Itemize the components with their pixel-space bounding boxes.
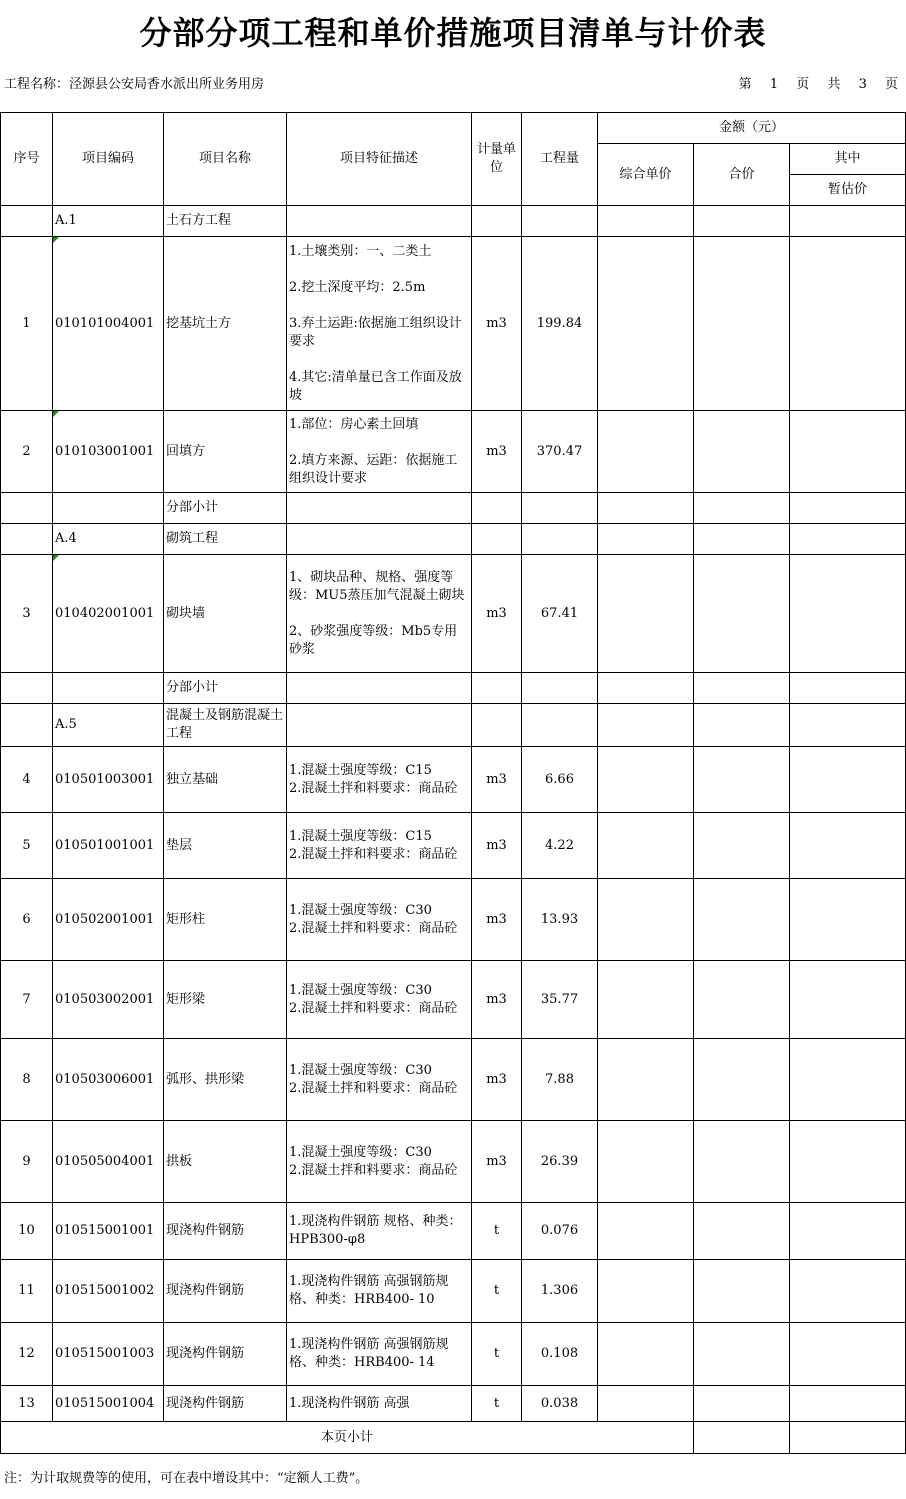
empty-cell — [472, 704, 522, 747]
row-unit: m3 — [472, 747, 522, 813]
section-row — [1, 524, 906, 555]
row-name: 现浇构件钢筋 — [164, 1323, 287, 1386]
row-seq: 4 — [1, 747, 53, 813]
empty-cell — [694, 206, 790, 237]
desc-line: 1.部位：房心素土回填 — [289, 416, 419, 432]
row-seq: 6 — [1, 879, 53, 961]
empty-cell — [598, 879, 694, 961]
empty-cell — [790, 1039, 906, 1121]
row-unit: m3 — [472, 1121, 522, 1203]
row-name: 矩形梁 — [164, 961, 287, 1039]
row-qty: 35.77 — [522, 961, 598, 1039]
empty-cell — [694, 411, 790, 493]
row-qty: 1.306 — [522, 1260, 598, 1323]
row-qty: 67.41 — [522, 555, 598, 673]
empty-cell — [1, 673, 53, 704]
row-unit: m3 — [472, 555, 522, 673]
row-code-text: 010505004001 — [55, 1153, 155, 1169]
empty-cell — [598, 961, 694, 1039]
empty-cell — [790, 237, 906, 411]
desc-line: 1.混凝土强度等级：C30 — [289, 1144, 432, 1160]
empty-cell — [694, 237, 790, 411]
header-total: 合价 — [694, 144, 790, 206]
table-row — [1, 1323, 906, 1386]
row-qty: 6.66 — [522, 747, 598, 813]
desc-line: 2.挖土深度平均：2.5m — [289, 279, 426, 295]
row-desc — [287, 1386, 472, 1422]
row-code — [53, 879, 164, 961]
empty-cell — [790, 524, 906, 555]
section-row — [1, 704, 906, 747]
table-row — [1, 1121, 906, 1203]
empty-cell — [598, 206, 694, 237]
empty-cell — [598, 813, 694, 879]
row-seq: 2 — [1, 411, 53, 493]
section-name: 混凝土及钢筋混凝土工程 — [164, 704, 287, 747]
pager-page: 1 — [769, 77, 779, 92]
section-code: A.5 — [53, 704, 164, 747]
empty-cell — [598, 704, 694, 747]
page-title: 分部分项工程和单价措施项目清单与计价表 — [139, 14, 767, 52]
row-desc — [287, 747, 472, 813]
row-code — [53, 747, 164, 813]
empty-cell — [790, 206, 906, 237]
row-seq: 8 — [1, 1039, 53, 1121]
empty-cell — [287, 206, 472, 237]
row-code-text: 010103001001 — [55, 443, 155, 459]
row-code — [53, 1121, 164, 1203]
empty-cell — [598, 1039, 694, 1121]
empty-cell — [694, 704, 790, 747]
row-seq: 11 — [1, 1260, 53, 1323]
desc-gap — [289, 434, 469, 452]
row-qty: 7.88 — [522, 1039, 598, 1121]
empty-cell — [598, 555, 694, 673]
row-desc — [287, 1121, 472, 1203]
pager-di: 第 — [738, 77, 752, 92]
row-seq: 12 — [1, 1323, 53, 1386]
row-code-text: 010515001002 — [55, 1283, 155, 1298]
row-unit: t — [472, 1260, 522, 1323]
page-indicator — [725, 73, 898, 92]
empty-cell — [694, 1039, 790, 1121]
row-desc — [287, 1323, 472, 1386]
empty-cell — [598, 673, 694, 704]
row-seq: 10 — [1, 1203, 53, 1260]
row-name: 弧形、拱形梁 — [164, 1039, 287, 1121]
section-code: A.4 — [53, 524, 164, 555]
empty-cell — [694, 1203, 790, 1260]
row-code — [53, 813, 164, 879]
empty-cell — [790, 879, 906, 961]
empty-cell — [694, 747, 790, 813]
empty-cell — [287, 524, 472, 555]
row-unit: m3 — [472, 237, 522, 411]
row-desc — [287, 1039, 472, 1121]
desc-gap — [289, 605, 469, 623]
bill-table — [0, 112, 906, 1454]
empty-cell — [598, 1121, 694, 1203]
desc-gap — [289, 297, 469, 315]
empty-cell — [790, 1386, 906, 1422]
desc-line: 3.弃土运距:依据施工组织设计要求 — [289, 315, 462, 349]
empty-cell — [694, 1422, 790, 1454]
empty-cell — [472, 493, 522, 524]
header-amount: 金额（元） — [598, 113, 906, 144]
row-desc — [287, 1203, 472, 1260]
row-seq: 9 — [1, 1121, 53, 1203]
empty-cell — [598, 1260, 694, 1323]
row-code — [53, 237, 164, 411]
table-row — [1, 1203, 906, 1260]
empty-cell — [598, 1323, 694, 1386]
empty-cell — [598, 747, 694, 813]
row-code-text: 010502001001 — [55, 911, 155, 927]
row-unit: m3 — [472, 879, 522, 961]
empty-cell — [694, 555, 790, 673]
section-row — [1, 206, 906, 237]
subtotal-row — [1, 493, 906, 524]
empty-cell — [694, 1386, 790, 1422]
section-name: 土石方工程 — [164, 206, 287, 237]
row-unit: t — [472, 1203, 522, 1260]
empty-cell — [287, 704, 472, 747]
header-seq: 序号 — [1, 113, 53, 206]
row-code — [53, 961, 164, 1039]
empty-cell — [790, 961, 906, 1039]
empty-cell — [1, 524, 53, 555]
row-code — [53, 1260, 164, 1323]
desc-line: 2.混凝土拌和料要求：商品砼 — [289, 1080, 458, 1096]
row-name: 矩形柱 — [164, 879, 287, 961]
header-desc: 项目特征描述 — [287, 113, 472, 206]
empty-cell — [287, 493, 472, 524]
desc-line: 2.混凝土拌和料要求：商品砼 — [289, 920, 458, 936]
empty-cell — [694, 961, 790, 1039]
row-code-text: 010515001003 — [55, 1346, 155, 1361]
header-code: 项目编码 — [53, 113, 164, 206]
page-subtotal-label: 本页小计 — [1, 1422, 694, 1454]
row-code-text: 010503002001 — [55, 991, 155, 1007]
comment-marker-icon — [53, 411, 59, 417]
empty-cell — [694, 1323, 790, 1386]
header-unit: 计量单位 — [472, 113, 522, 206]
row-unit: m3 — [472, 961, 522, 1039]
empty-cell — [790, 1121, 906, 1203]
empty-cell — [790, 747, 906, 813]
header-unit-price: 综合单价 — [598, 144, 694, 206]
table-row — [1, 411, 906, 493]
empty-cell — [472, 673, 522, 704]
desc-line: 2.混凝土拌和料要求：商品砼 — [289, 846, 458, 862]
row-code-text: 010515001004 — [55, 1395, 155, 1411]
row-seq: 7 — [1, 961, 53, 1039]
empty-cell — [598, 1203, 694, 1260]
empty-cell — [790, 813, 906, 879]
desc-line: 1.现浇构件钢筋 规格、种类：HPB300-φ8 — [289, 1214, 462, 1247]
empty-cell — [287, 673, 472, 704]
row-qty: 0.038 — [522, 1386, 598, 1422]
empty-cell — [790, 704, 906, 747]
row-qty: 370.47 — [522, 411, 598, 493]
desc-line: 2.混凝土拌和料要求：商品砼 — [289, 1162, 458, 1178]
row-name: 独立基础 — [164, 747, 287, 813]
row-desc — [287, 879, 472, 961]
table-row — [1, 1260, 906, 1323]
header-provisional: 暂估价 — [790, 175, 906, 206]
row-unit: t — [472, 1323, 522, 1386]
desc-line: 1.混凝土强度等级：C15 — [289, 828, 432, 844]
desc-line: 2、砂浆强度等级：Mb5专用砂浆 — [289, 623, 458, 657]
empty-cell — [598, 493, 694, 524]
footnote: 注：为计取规费等的使用，可在表中增设其中：“定额人工费”。 — [4, 1471, 369, 1486]
comment-marker-icon — [53, 237, 59, 243]
row-code — [53, 1039, 164, 1121]
empty-cell — [598, 237, 694, 411]
empty-cell — [522, 673, 598, 704]
row-code — [53, 411, 164, 493]
table-row — [1, 555, 906, 673]
empty-cell — [790, 673, 906, 704]
desc-line: 1.土壤类别：一、二类土 — [289, 243, 432, 259]
desc-line: 1.混凝土强度等级：C30 — [289, 1062, 432, 1078]
subtotal-label: 分部小计 — [164, 493, 287, 524]
desc-line: 1.现浇构件钢筋 高强 — [289, 1395, 410, 1411]
empty-cell — [522, 206, 598, 237]
table-row — [1, 747, 906, 813]
desc-line: 2.混凝土拌和料要求：商品砼 — [289, 1000, 458, 1016]
desc-line: 1.混凝土强度等级：C30 — [289, 902, 432, 918]
row-code — [53, 1203, 164, 1260]
desc-line: 1.混凝土强度等级：C15 — [289, 762, 432, 778]
table-row — [1, 1386, 906, 1422]
row-code — [53, 555, 164, 673]
empty-cell — [522, 704, 598, 747]
table-row — [1, 879, 906, 961]
empty-cell — [790, 1260, 906, 1323]
empty-cell — [694, 673, 790, 704]
row-code — [53, 1323, 164, 1386]
row-desc — [287, 961, 472, 1039]
row-desc — [287, 411, 472, 493]
comment-marker-icon — [53, 555, 59, 561]
subtotal-label: 分部小计 — [164, 673, 287, 704]
header-of-which: 其中 — [790, 144, 906, 175]
pager-gong: 共 — [827, 77, 841, 92]
row-name: 现浇构件钢筋 — [164, 1203, 287, 1260]
empty-cell — [53, 493, 164, 524]
row-code-text: 010501001001 — [55, 837, 155, 853]
empty-cell — [694, 1121, 790, 1203]
empty-cell — [694, 493, 790, 524]
table-row — [1, 961, 906, 1039]
row-qty: 199.84 — [522, 237, 598, 411]
desc-line: 1.现浇构件钢筋 高强钢筋规格、种类：HRB400- 10 — [289, 1274, 449, 1307]
pager-ye2: 页 — [884, 77, 898, 92]
row-code-text: 010101004001 — [55, 315, 155, 331]
desc-line: 1、砌块品种、规格、强度等级：MU5蒸压加气混凝土砌块 — [289, 569, 465, 603]
empty-cell — [790, 555, 906, 673]
row-desc — [287, 1260, 472, 1323]
row-seq: 3 — [1, 555, 53, 673]
empty-cell — [790, 1422, 906, 1454]
row-code — [53, 1386, 164, 1422]
desc-gap — [289, 261, 469, 279]
subtotal-row — [1, 673, 906, 704]
row-name: 回填方 — [164, 411, 287, 493]
empty-cell — [598, 411, 694, 493]
desc-line: 2.混凝土拌和料要求：商品砼 — [289, 780, 458, 796]
project-name: 工程名称：泾源县公安局香水派出所业务用房 — [4, 77, 265, 92]
empty-cell — [694, 879, 790, 961]
header-qty: 工程量 — [522, 113, 598, 206]
pager-total: 3 — [858, 77, 867, 92]
desc-line: 1.混凝土强度等级：C30 — [289, 982, 432, 998]
row-unit: t — [472, 1386, 522, 1422]
empty-cell — [472, 206, 522, 237]
row-name: 砌块墙 — [164, 555, 287, 673]
row-name: 现浇构件钢筋 — [164, 1386, 287, 1422]
desc-gap — [289, 351, 469, 369]
row-code-text: 010402001001 — [55, 605, 155, 621]
empty-cell — [522, 493, 598, 524]
section-code: A.1 — [53, 206, 164, 237]
row-name: 现浇构件钢筋 — [164, 1260, 287, 1323]
empty-cell — [472, 524, 522, 555]
row-qty: 0.108 — [522, 1323, 598, 1386]
empty-cell — [522, 524, 598, 555]
row-name: 挖基坑土方 — [164, 237, 287, 411]
empty-cell — [694, 1260, 790, 1323]
desc-line: 1.现浇构件钢筋 高强钢筋规格、种类：HRB400- 14 — [289, 1337, 449, 1370]
desc-line: 4.其它:清单量已含工作面及放坡 — [289, 369, 462, 403]
row-seq: 5 — [1, 813, 53, 879]
row-code-text: 010515001001 — [55, 1223, 155, 1238]
empty-cell — [694, 524, 790, 555]
empty-cell — [694, 813, 790, 879]
empty-cell — [790, 411, 906, 493]
empty-cell — [790, 1203, 906, 1260]
empty-cell — [1, 206, 53, 237]
row-desc — [287, 237, 472, 411]
empty-cell — [598, 1386, 694, 1422]
header-name: 项目名称 — [164, 113, 287, 206]
row-unit: m3 — [472, 411, 522, 493]
row-unit: m3 — [472, 813, 522, 879]
empty-cell — [1, 704, 53, 747]
row-unit: m3 — [472, 1039, 522, 1121]
table-row — [1, 813, 906, 879]
empty-cell — [53, 673, 164, 704]
section-name: 砌筑工程 — [164, 524, 287, 555]
empty-cell — [598, 524, 694, 555]
row-qty: 13.93 — [522, 879, 598, 961]
row-seq: 1 — [1, 237, 53, 411]
desc-line: 2.填方来源、运距：依据施工组织设计要求 — [289, 452, 458, 486]
row-desc — [287, 813, 472, 879]
page-subtotal-row — [1, 1422, 906, 1454]
row-qty: 26.39 — [522, 1121, 598, 1203]
table-row — [1, 237, 906, 411]
pager-ye1: 页 — [796, 77, 810, 92]
row-code-text: 010503006001 — [55, 1071, 155, 1087]
row-desc — [287, 555, 472, 673]
empty-cell — [1, 493, 53, 524]
empty-cell — [790, 493, 906, 524]
empty-cell — [790, 1323, 906, 1386]
row-name: 拱板 — [164, 1121, 287, 1203]
row-qty: 0.076 — [522, 1203, 598, 1260]
row-seq: 13 — [1, 1386, 53, 1422]
row-qty: 4.22 — [522, 813, 598, 879]
table-row — [1, 1039, 906, 1121]
row-code-text: 010501003001 — [55, 771, 155, 787]
row-name: 垫层 — [164, 813, 287, 879]
